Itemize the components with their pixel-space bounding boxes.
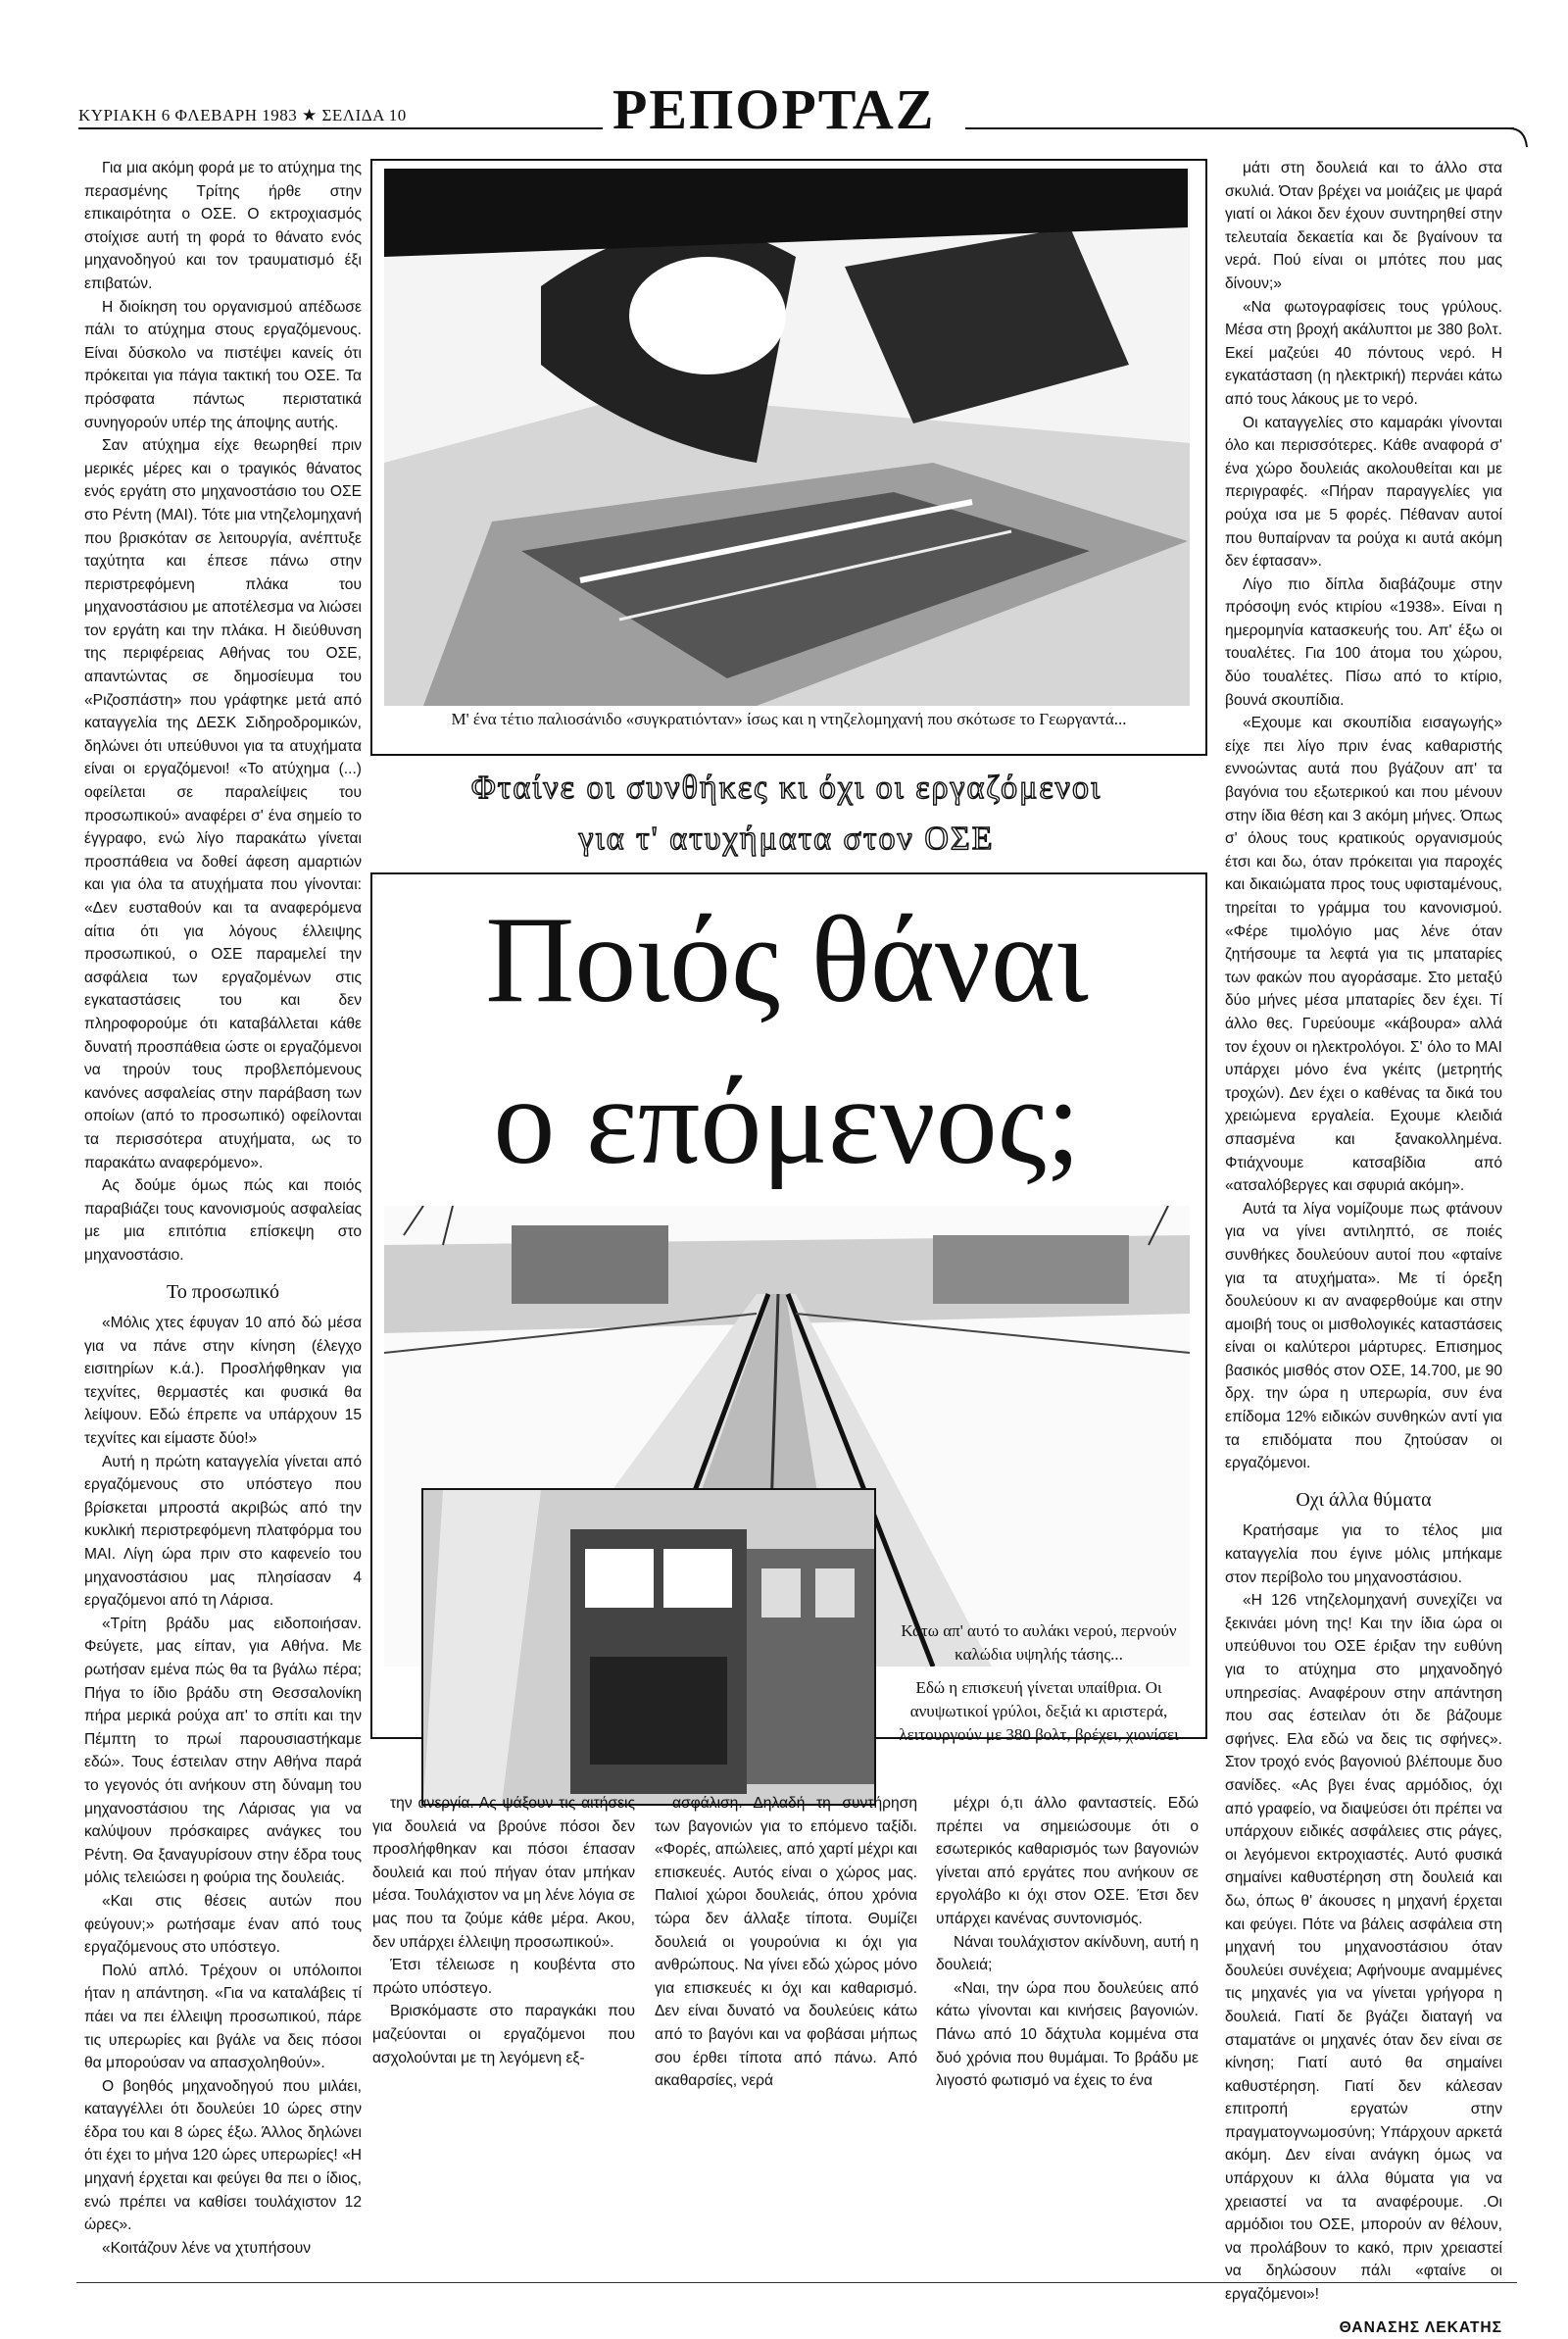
paragraph: «Τρίτη βράδυ μας ειδοποιήσαν. Φεύγετε, μας είπαν, για Αθήνα. Με ρωτήσαν εμένα πώς θα τα βγάλω πέρα; Πήγα το ίδιο βράδυ στη Θεσσαλονίκη πήρα μερικά ρούχα απ' το σπίτι και την Πέμπτη το πρωί παρουσιαστήκαμε εδώ». Τους έστειλαν στην Αθήνα παρά το γεγονός ότι ανήκουν στη δύναμη του μηχανοστάσιου της Λάρισας για να καλύψουν πρόσκαιρες ανάγκες του Ρέντη. Θα ξαναγυρίσουν στην έδρα τους μόλις τελειώσει η φούρια της δουλειάς. [84, 1615, 362, 1887]
paragraph: «Να φωτογραφίσεις τους γρύλους. Μέσα στη βροχή ακάλυπτοι με 380 βολτ. Εκεί μαζεύει 40 πόντους νερό. Η εγκατάσταση (η ηλεκτρική) περνάει κάτω από τους λάκους με το νερό. [1225, 298, 1502, 408]
tracks-caption-2: Εδώ η επισκευή γίνεται υπαίθρια. Οι ανυψωτικοί γρύλοι, δεξιά κι αριστερά, λειτουργούν με 380 βολτ, βρέχει, χιονίσει [899, 1678, 1179, 1744]
header-rule-left [78, 127, 603, 129]
paragraph: «Ναι, την ώρα που δουλεύεις από κάτω γίνονται και κινήσεις βαγονιών. Πάνω από 10 δάχτυλα κομμένα στα δυό χρόνια που θυμάμαι. Το βράδυ με λιγοστό φωτισμό να έχεις το ένα [936, 1979, 1199, 2090]
locomotive-illustration [423, 1490, 874, 1804]
section-title: ΡΕΠΟΡΤΑΖ [612, 77, 936, 141]
tracks-caption-1: Κάτω απ' αυτό το αυλάκι νερού, περνούν καλώδια υψηλής τάσης... [901, 1621, 1177, 1664]
column-right [1225, 157, 1502, 2339]
top-photo-caption: Μ' ένα τέτιο παλιοσάνιδο «συγκρατιόνταν» ίσως και η ντηζελομηχανή που σκότωσε το Γεωργαντά... [451, 710, 1127, 728]
paragraph: Σαν ατύχημα είχε θεωρηθεί πριν μερικές μέρες και ο τραγικός θάνατος ενός εργάτη στο μηχανοστάσιο του ΟΣΕ στο Ρέντη (ΜΑΙ). Τότε μια ντηζελομηχανή που βρισκόταν σε λειτουργία, ανέπτυξε ταχύτητα και έπεσε πάνω στην περιστρεφόμενη πλάκα του μηχανοστάσιου με αποτέλεσμα να λιώσει τον εργάτη και την πλάκα. Η διεύθυνση της περιφέρειας Αθήνας του ΟΣΕ, απαντώντας σε δημοσίευμα του «Ριζοσπάστη» που γράφτηκε μετά από καταγγελία της ΔΕΣΚ Σιδηροδρομικών, δηλώνει ότι υπεύθυνοι για τα ατυχήματα είναι οι εργαζόμενοι! «Το ατύχημα (...) οφείλεται σε παραλείψεις του προσωπικού» αναφέρει σ' ένα σημείο το έγγραφο, ενώ λίγο παρακάτω γίνεται προσπάθεια να δοθεί άφεση αμαρτιών και για όλα τα ατυχήματα που γίνονται: «Δεν ευσταθούν και τα αναφερόμενα αίτια ότι για λόγους έλλειψης προσωπικού, ο ΟΣΕ παραμελεί την ασφάλεια των εργαζομένων στις εγκαταστάσεις του και δεν πληροφορούμε ότι καταβάλλεται κάθε δυνατή προσπάθεια ώστε οι εργαζόμενοι να τηρούν τους προβλεπόμενους κανόνες ασφαλείας στην παράβαση των οποίων (από το προσωπικό) οφείλονται τα περισσότερα ατυχήματα, ως το παρακάτω αναφερόμενο». [84, 437, 362, 1171]
column-bottom-2 [655, 1792, 917, 2093]
paragraph: Πολύ απλό. Τρέχουν οι υπόλοιποι ήταν η απάντηση. «Για να καταλάβεις τί πάει να πει έλλειψη προσωπικού, πάρε τις υπερωρίες και βγάλε να δεις πόσοι θα μπορούσαν να απασχοληθούν». [84, 1962, 362, 2072]
author-signature: ΘΑΝΑΣΗΣ ΛΕΚΑΤΗΣ [1339, 2318, 1502, 2336]
rotted-wood-illustration [384, 169, 1190, 706]
paragraph: «Εχουμε και σκουπίδια εισαγωγής» είχε πει λίγο πριν ένας καθαριστής εννοώντας αυτά που βγάζουν απ' τα βαγόνια του εξωτερικού και που μένουν στην ίδια θέση και 3 ακόμη μήνες. Όπως σ' όλους τους κρατικούς οργανισμούς έτσι και δω, όταν πρόκειται για παροχές και δικαιώματα προς τους υφισταμένους, τηρείται το γράμμα του κανονισμού. «Φέρε τιμολόγιο μας λένε όταν ζητήσουμε τα λεφτά για τις μπαταρίες των φακών που αγοράσαμε. Στο μεταξύ δύο μήνες μέσα μπαταρίες δεν έχει. Τί άλλο θες. Γυρεύουμε «κάβουρα» αλλά τον έχουν οι ηλεκτρολόγοι. Σ' όλο το ΜΑΙ υπάρχει μόνο ένα γκέιτς (μετρητής τροχών). Δεν έχει ο καθένας τα δικά του χρειώμενα εργαλεία. Εχουμε κλειδιά σπασμένα και ξανακολλημένα. Φτιάχνουμε κατσαβίδια από «ατσαλόβεργες και σφυριά ακόμη». [1225, 715, 1502, 1195]
paragraph: «Μόλις χτες έφυγαν 10 από δώ μέσα για να πάνε στην κίνηση (έλεγχο εισιτηρίων κ.ά.). Προσλήφθηκαν για τεχνίτες, θερμαστές και φυσικά θα λείψουν. Εδώ έπρεπε να υπάρχουν 15 τεχνίτες και είμαστε δύο!» [84, 1315, 362, 1448]
subheading-no-more-victims: Οχι άλλα θύματα [1296, 1488, 1432, 1511]
paragraph: «Και στις θέσεις αυτών που φεύγουν;» ρωτήσαμε έναν από τους εργαζόμενους στο υπόστεγο. [84, 1892, 362, 1957]
headline-line-1: Ποιός θάναι [485, 892, 1089, 1028]
subheading-personnel: Το προσωπικό [167, 1280, 279, 1303]
paragraph: Βρισκόμαστε στο παραγκάκι που μαζεύονται οι εργαζόμενοι που ασχολούνται με τη λεγόμενη εξ- [372, 2003, 635, 2066]
paragraph: ασφάλιση. Δηλαδή τη συντήρηση των βαγονιών για το επόμενο ταξίδι. «Φορές, απώλειες, από χαρτί μέχρι και επισκευές. Αυτός είναι ο χώρος μας. Παλιοί χώροι δουλειάς, όπου χρόνια τώρα δεν άλλαξε τίποτα. Θυμίζει δουλειά οι γουρούνια κι όχι για ανθρώπους. Να γίνει εδώ χώρος μόνο για επισκευές κι όχι και καθαρισμό. Δεν είναι δυνατό να δουλεύεις κάτω από το βαγόνι και να φοβάσαι μήπως σου έρθει τίποτα από πάνω. Από ακαθαρσίες, νερά [655, 1795, 917, 2090]
paragraph: «Η 126 ντηζελομηχανή συνεχίζει να ξεκινάει μόνη της! Και την ίδια ώρα οι υπεύθυνοι του ΟΣΕ έριξαν την ευθύνη για το ατύχημα στο μηχανοδηγό υπηρεσίας. Αναφέρουν στην απάντηση που σας έστειλαν ότι δε βάζουμε σφήνες. Ελα εδώ να δεις τις σφήνες». Στον τροχό ενός βαγονιού βλέπουμε δυο σανίδες. «Ας βγει ένας αρμόδιος, όχι από γραφείο, να διαψεύσει ότι πρέπει να υπάρχουν ειδικές ασφάλειες στις ράγες, οι λεγόμενοι εκτροχιαστές. Αυτό φυσικά σημαίνει καθυστέρηση στη δουλειά και δω, όπως θ' άκουσες η μηχανή έρχεται και φεύγει. Πότε να βάλεις ασφάλεια στη μηχανή του μηχανοστάσιου όταν δουλεύει συνέχεια; Αφήνουμε αναμμένες τις μηχανές για να γίνεται γρήγορα η δουλειά. Γιατί δε βγάζει διαταγή να σταματάνε οι μηχανές όταν δεν είναι σε κίνηση; Γιατί αυτό θα σημαίνει καθυστέρηση. Γιατί δεν κάλεσαν επιτροπή εργατών στην πραγματογνωμοσύνη; Υπάρχουν αρκετά ακόμη. Δεν είναι ανάγκη όμως να υπάρχουν κι άλλα θύματα για να χρειαστεί να τα αναφέρουμε. .Οι αρμόδιοι του ΟΣΕ, μπορούν αν θέλουν, να προλάβουν το κακό, πριν χρειαστεί να δηλώσουν πάλι «φταίνε οι εργαζόμενοι»! [1225, 1592, 1502, 2304]
column-bottom-3 [936, 1792, 1199, 2093]
header-corner [1470, 120, 1529, 149]
top-photo [384, 169, 1190, 706]
kicker-line-2: για τ' ατυχήματα στον ΟΣΕ [578, 821, 995, 857]
column-left [84, 157, 362, 2260]
column-bottom-1 [372, 1792, 635, 2069]
paragraph: Για μια ακόμη φορά με το ατύχημα της περασμένης Τρίτης ήρθε στην επικαιρότητα ο ΟΣΕ. Ο εκτροχιασμός στοίχισε αυτή τη φορά το θάνατο ενός μηχανοδηγού και τον τραυματισμό έξι επιβατών. [84, 160, 362, 292]
bottom-rule [76, 2282, 1517, 2283]
paragraph: Ας δούμε όμως πώς και ποιός παραβιάζει τους κανονισμούς ασφαλείας με μια επιτόπια επίσκεψη στο μηχανοστάσιο. [84, 1177, 362, 1264]
paragraph: Νάναι τουλάχιστον ακίνδυνη, αυτή η δουλειά; [936, 1933, 1199, 1974]
paragraph: Οι καταγγελίες στο καμαράκι γίνονται όλο και περισσότερες. Κάθε αναφορά σ' ένα χώρο δουλειάς ακολουθείται και με περιγραφές. «Πήραν παραγγελίες για ρούχα ισα με 5 φορές. Πέθαναν αυτοί που θυπαίρναν τα ρούχα κι αυτά ακόμη δεν έφτασαν». [1225, 414, 1502, 571]
paragraph: Η διοίκηση του οργανισμού απέδωσε πάλι το ατύχημα στους εργαζόμενους. Είναι δύσκολο να πιστέψει κανείς ότι πρόκειται για πάγια τακτική του ΟΣΕ. Τα πρόσφατα πάντως περιστατικά συνηγορούν υπέρ της άποψης αυτής. [84, 298, 362, 431]
inset-photo [421, 1488, 876, 1806]
paragraph: Έτσι τέλειωσε η κουβέντα στο πρώτο υπόστεγο. [372, 1957, 635, 1997]
paragraph: μάτι στη δουλειά και το άλλο στα σκυλιά. Όταν βρέχει να μοιάζεις με ψαρά γιατί οι λάκοι δεν έχουν συντηρηθεί στην τελευταία δεκαετία και δε βγαίνουν τα νερά. Πού είναι οι μπότες που μας δίνουν;» [1225, 160, 1502, 292]
paragraph: Λίγο πιο δίπλα διαβάζουμε στην πρόσοψη ενός κτιρίου «1938». Είναι η ημερομηνία κατασκευής του. Απ' έξω οι τουαλέτες. Για 100 άτομα του χώρου, δύο τουαλέτες. Πίσω από το κτίριο, βουνά σκουπίδια. [1225, 575, 1502, 709]
kicker-line-1: Φταίνε οι συνθήκες κι όχι οι εργαζόμενοι [470, 770, 1102, 806]
headline-line-2: ο επόμενος; [493, 1054, 1081, 1190]
header-rule-right [965, 127, 1514, 129]
paragraph: την ανεργία. Ας ψάξουν τις αιτήσεις για δουλειά να βρούνε πόσοι δεν προσλήφθηκαν και πόσοι έπασαν δουλειά και πού πήγαν όταν μπήκαν μέσα. Τουλάχιστον να μη λένε λόγια σε μας που τα ζούμε κάθε μέρα. Ακου, δεν υπάρχει έλλειψη προσωπικού». [372, 1795, 635, 1951]
dateline: ΚΥΡΙΑΚΗ 6 ΦΛΕΒΑΡΗ 1983 ★ ΣΕΛΙΔΑ 10 [78, 106, 407, 124]
paragraph: Κρατήσαμε για το τέλος μια καταγγελία που έγινε μόλις μπήκαμε στον περίβολο του μηχανοστάσιου. [1225, 1522, 1502, 1586]
paragraph: Αυτά τα λίγα νομίζουμε πως φτάνουν για να γίνει αντιληπτό, σε ποιές συνθήκες δουλεύουν αυτοί που «φταίνε για τα ατυχήματα». Με τί όρεξη δουλεύουν κι αν αναφερθούμε και στην αμοιβή τους οι μισθολογικές καταστάσεις είναι οι καλύτεροι μάρτυρες. Επισημος βασικός μισθός στον ΟΣΕ, 14.700, με 90 δρχ. την ώρα η υπερωρία, συν ένα επίδομα 12% ειδικών συνθηκών αντί για τα επιδόματα που ζητούσαν οι εργαζόμενοι. [1225, 1200, 1502, 1472]
paragraph: «Κοιτάζουν λένε να χτυπήσουν [102, 2239, 312, 2257]
paragraph: Αυτή η πρώτη καταγγελία γίνεται από εργαζόμενους στο υπόστεγο που βρίσκεται μπροστά ακριβώς από την κυκλική περιστρεφόμενη πλατφόρμα του ΜΑΙ. Λίγη ώρα πριν στο καφενείο του μηχανοστάσιου μας πλησίασαν 4 εργαζόμενοι από τη Λάρισα. [84, 1453, 362, 1610]
paragraph: Ο βοηθός μηχανοδηγού που μιλάει, καταγγέλλει ότι δουλεύει 10 ώρες στην έδρα του και 8 ώρες έξω. Άλλος δηλώνει ότι έχει το μήνα 120 ώρες υπερωρίες! «Η μηχανή έρχεται και φεύγει θα πει ο ίδιος, ενώ πρέπει να καθίσει τουλάχιστον 12 ώρες». [84, 2077, 362, 2234]
paragraph: μέχρι ό,τι άλλο φανταστείς. Εδώ πρέπει να σημειώσουμε ότι ο εσωτερικός καθαρισμός των βαγονιών γίνεται από εργάτες που ανήκουν σε εργολάβο κι όχι στον ΟΣΕ. Έτσι δεν υπάρχει κανένας συντονισμός. [936, 1795, 1199, 1927]
